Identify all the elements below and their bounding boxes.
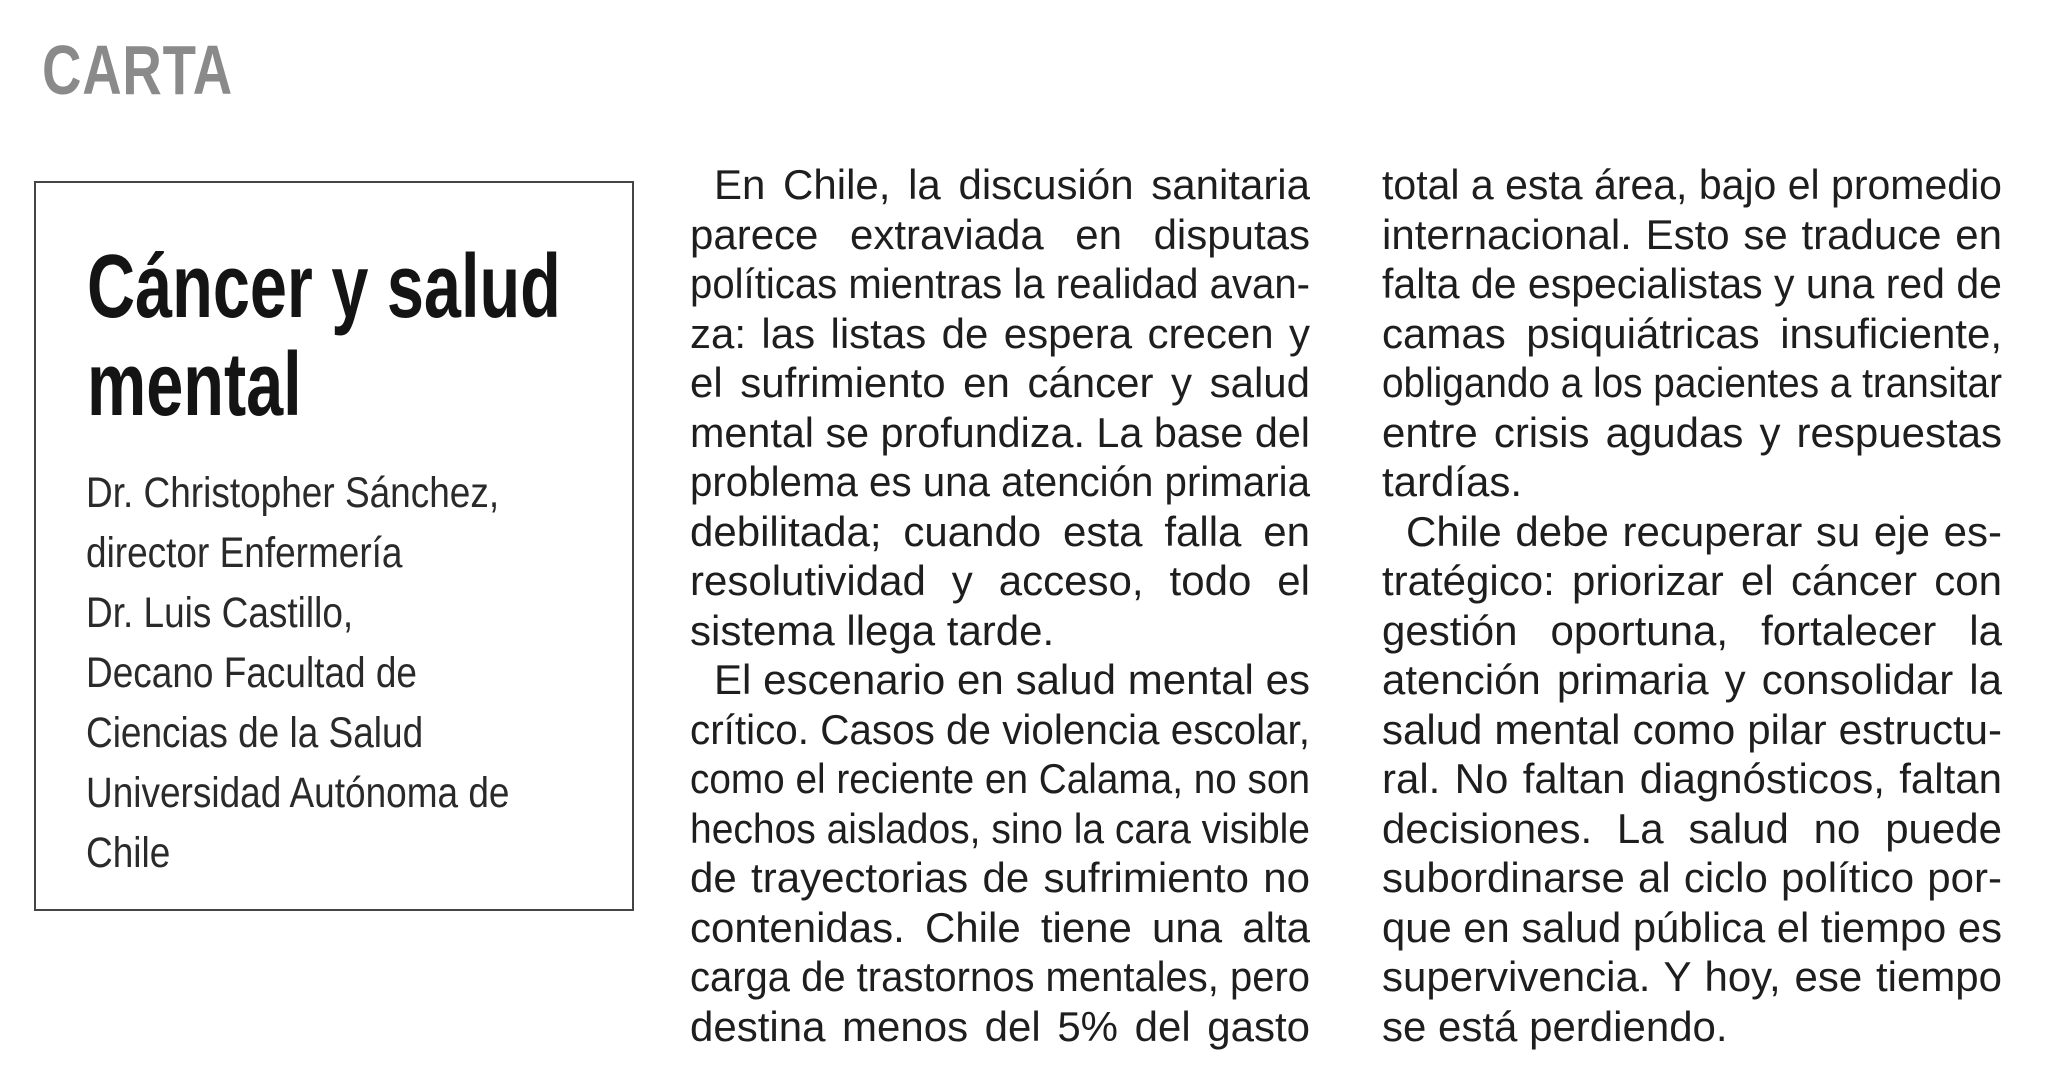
body-line: resolutividad y acceso, todo el bbox=[690, 557, 1310, 604]
body-line: total a esta área, bajo el promedio bbox=[1382, 161, 2002, 208]
body-line: políticas mientras la realidad avan- bbox=[690, 260, 1310, 307]
body-line: falta de especialistas y una red de bbox=[1382, 260, 2002, 307]
author-credits bbox=[86, 463, 619, 883]
body-line: contenidas. Chile tiene una alta bbox=[690, 903, 1310, 951]
body-line: carga de trastornos mentales, pero bbox=[690, 953, 1310, 1000]
author-line: Dr. Christopher Sánchez, bbox=[86, 469, 500, 517]
body-line: subordinarse al ciclo político por- bbox=[1382, 854, 2002, 901]
body-line: camas psiquiátricas insuficiente, bbox=[1382, 309, 2002, 357]
body-line: el sufrimiento en cáncer y salud bbox=[690, 359, 1310, 406]
body-column-1 bbox=[690, 160, 1310, 1051]
section-label: CARTA bbox=[42, 31, 233, 109]
headline-line: mental bbox=[87, 335, 302, 435]
body-line: obligando a los pacientes a transitar bbox=[1382, 359, 2002, 406]
body-line: parece extraviada en disputas bbox=[690, 210, 1310, 258]
author-line: Decano Facultad de bbox=[86, 649, 417, 697]
body-line: sistema llega tarde. bbox=[690, 606, 1055, 654]
author-line: Universidad Autónoma de bbox=[86, 769, 510, 817]
headline-line: Cáncer y salud bbox=[87, 237, 561, 337]
body-line: En Chile, la discusión sanitaria bbox=[714, 161, 1310, 208]
body-line: destina menos del 5% del gasto bbox=[690, 1002, 1310, 1050]
body-line: hechos aislados, sino la cara visible bbox=[690, 804, 1310, 852]
body-line: mental se profundiza. La base del bbox=[690, 408, 1310, 456]
body-line: entre crisis agudas y respuestas bbox=[1382, 408, 2002, 456]
body-line: supervivencia. Y hoy, ese tiempo bbox=[1382, 953, 2002, 1000]
author-line: Dr. Luis Castillo, bbox=[86, 589, 354, 637]
body-line: tratégico: priorizar el cáncer con bbox=[1382, 557, 2002, 604]
body-line: que en salud pública el tiempo es bbox=[1382, 903, 2002, 951]
body-line: ral. No faltan diagnósticos, faltan bbox=[1382, 755, 2002, 802]
body-line: como el reciente en Calama, no son bbox=[690, 755, 1310, 802]
body-line: debilitada; cuando esta falla en bbox=[690, 507, 1310, 555]
body-line: gestión oportuna, fortalecer la bbox=[1382, 606, 2002, 654]
article-headline bbox=[87, 238, 664, 434]
author-line: Ciencias de la Salud bbox=[86, 709, 424, 757]
body-line: problema es una atención primaria bbox=[690, 458, 1310, 505]
byline-box bbox=[34, 181, 634, 911]
body-column-2 bbox=[1382, 160, 2002, 1051]
body-line: atención primaria y consolidar la bbox=[1382, 656, 2002, 703]
author-line: Chile bbox=[86, 829, 171, 877]
body-line: se está perdiendo. bbox=[1382, 1002, 1728, 1050]
body-line: crítico. Casos de violencia escolar, bbox=[690, 705, 1310, 753]
author-line: director Enfermería bbox=[86, 529, 403, 577]
body-line: El escenario en salud mental es bbox=[714, 656, 1310, 703]
body-line: de trayectorias de sufrimiento no bbox=[690, 854, 1310, 901]
body-line: tardías. bbox=[1382, 458, 1523, 505]
body-line: za: las listas de espera crecen y bbox=[690, 309, 1310, 357]
body-line: Chile debe recuperar su eje es- bbox=[1406, 507, 2002, 555]
body-line: salud mental como pilar estructu- bbox=[1382, 705, 2002, 753]
body-line: internacional. Esto se traduce en bbox=[1382, 210, 2002, 258]
body-line: decisiones. La salud no puede bbox=[1382, 804, 2002, 852]
